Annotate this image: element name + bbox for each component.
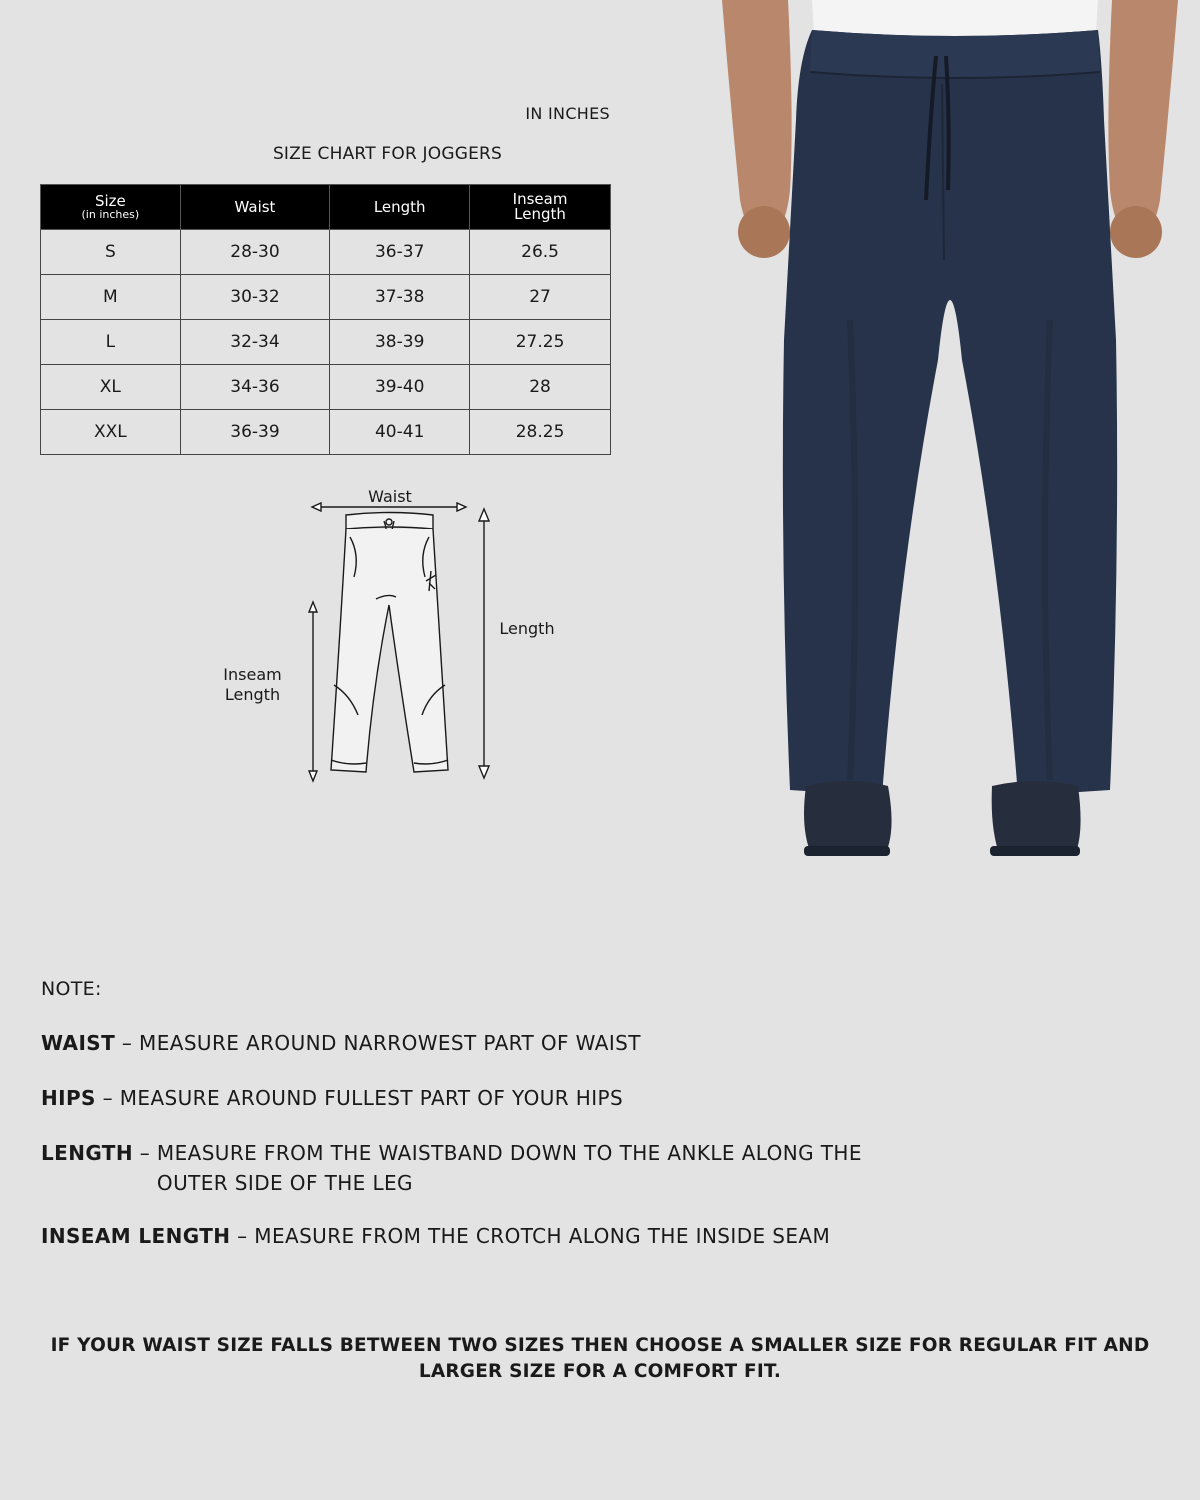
cell-waist: 30-32 bbox=[180, 275, 330, 320]
note-waist-term: WAIST bbox=[41, 1031, 116, 1055]
cell-inseam: 27 bbox=[470, 275, 611, 320]
units-label: IN INCHES bbox=[525, 104, 610, 123]
cell-size: M bbox=[41, 275, 181, 320]
size-table bbox=[40, 184, 611, 455]
pants-sketch bbox=[200, 485, 580, 795]
cell-length: 36-37 bbox=[330, 230, 470, 275]
header-length: Length bbox=[330, 185, 470, 230]
note-waist-text: – MEASURE AROUND NARROWEST PART OF WAIST bbox=[115, 1031, 641, 1055]
note-inseam bbox=[41, 1221, 830, 1251]
cell-length: 37-38 bbox=[330, 275, 470, 320]
note-hips-term: HIPS bbox=[41, 1086, 96, 1110]
cell-size: L bbox=[41, 320, 181, 365]
product-photo bbox=[700, 0, 1200, 890]
diagram-length-label: Length bbox=[499, 619, 555, 638]
header-size-sublabel: (in inches) bbox=[81, 207, 140, 221]
note-hips-text: – MEASURE AROUND FULLEST PART OF YOUR HIPS bbox=[95, 1086, 624, 1110]
cell-size: S bbox=[41, 230, 181, 275]
cell-inseam: 27.25 bbox=[470, 320, 611, 365]
table-row bbox=[41, 365, 611, 410]
cell-size: XXL bbox=[41, 410, 181, 455]
header-inseam bbox=[470, 185, 611, 230]
cell-inseam: 26.5 bbox=[470, 230, 611, 275]
cell-length: 38-39 bbox=[330, 320, 470, 365]
cell-size: XL bbox=[41, 365, 181, 410]
fit-advice: IF YOUR WAIST SIZE FALLS BETWEEN TWO SIZES THEN CHOOSE A SMALLER SIZE FOR REGULAR FIT AND LARGER SIZE FOR A COMFORT FIT. bbox=[50, 1335, 1150, 1382]
diagram-waist-label: Waist bbox=[368, 487, 412, 506]
table-row bbox=[41, 410, 611, 455]
header-size-label: Size bbox=[94, 191, 126, 210]
note-length-term: LENGTH bbox=[41, 1141, 133, 1165]
header-waist: Waist bbox=[180, 185, 330, 230]
note-length-line1: MEASURE FROM THE WAISTBAND DOWN TO THE ANKLE ALONG THE bbox=[156, 1141, 862, 1165]
note-length-line2: OUTER SIDE OF THE LEG bbox=[156, 1171, 413, 1195]
cell-inseam: 28 bbox=[470, 365, 611, 410]
note-inseam-text: – MEASURE FROM THE CROTCH ALONG THE INSIDE SEAM bbox=[230, 1224, 831, 1248]
header-inseam-line2: Length bbox=[514, 205, 566, 223]
note-inseam-term: INSEAM LENGTH bbox=[41, 1224, 231, 1248]
measurement-diagram bbox=[200, 485, 580, 795]
diagram-inseam-line2: Length bbox=[224, 685, 281, 704]
model-wearing-joggers bbox=[700, 0, 1200, 890]
cell-waist: 36-39 bbox=[180, 410, 330, 455]
cell-waist: 34-36 bbox=[180, 365, 330, 410]
header-size bbox=[41, 185, 181, 230]
note-length-text bbox=[157, 1138, 862, 1198]
table-row bbox=[41, 275, 611, 320]
diagram-inseam-label bbox=[210, 665, 295, 705]
cell-inseam: 28.25 bbox=[470, 410, 611, 455]
note-length: LENGTH – MEASURE FROM THE WAISTBAND DOWN TO THE ANKLE ALONG THE OUTER SIDE OF THE LEG bbox=[41, 1138, 862, 1198]
note-hips bbox=[41, 1083, 623, 1113]
cell-waist: 32-34 bbox=[180, 320, 330, 365]
note-waist bbox=[41, 1028, 641, 1058]
diagram-inseam-line1: Inseam bbox=[223, 665, 282, 684]
cell-length: 40-41 bbox=[330, 410, 470, 455]
cell-length: 39-40 bbox=[330, 365, 470, 410]
table-row bbox=[41, 230, 611, 275]
cell-waist: 28-30 bbox=[180, 230, 330, 275]
table-header-row bbox=[41, 185, 611, 230]
note-title: NOTE: bbox=[41, 978, 102, 1000]
header-inseam-line1: Inseam bbox=[512, 190, 568, 208]
table-row bbox=[41, 320, 611, 365]
chart-title: SIZE CHART FOR JOGGERS bbox=[272, 144, 503, 164]
